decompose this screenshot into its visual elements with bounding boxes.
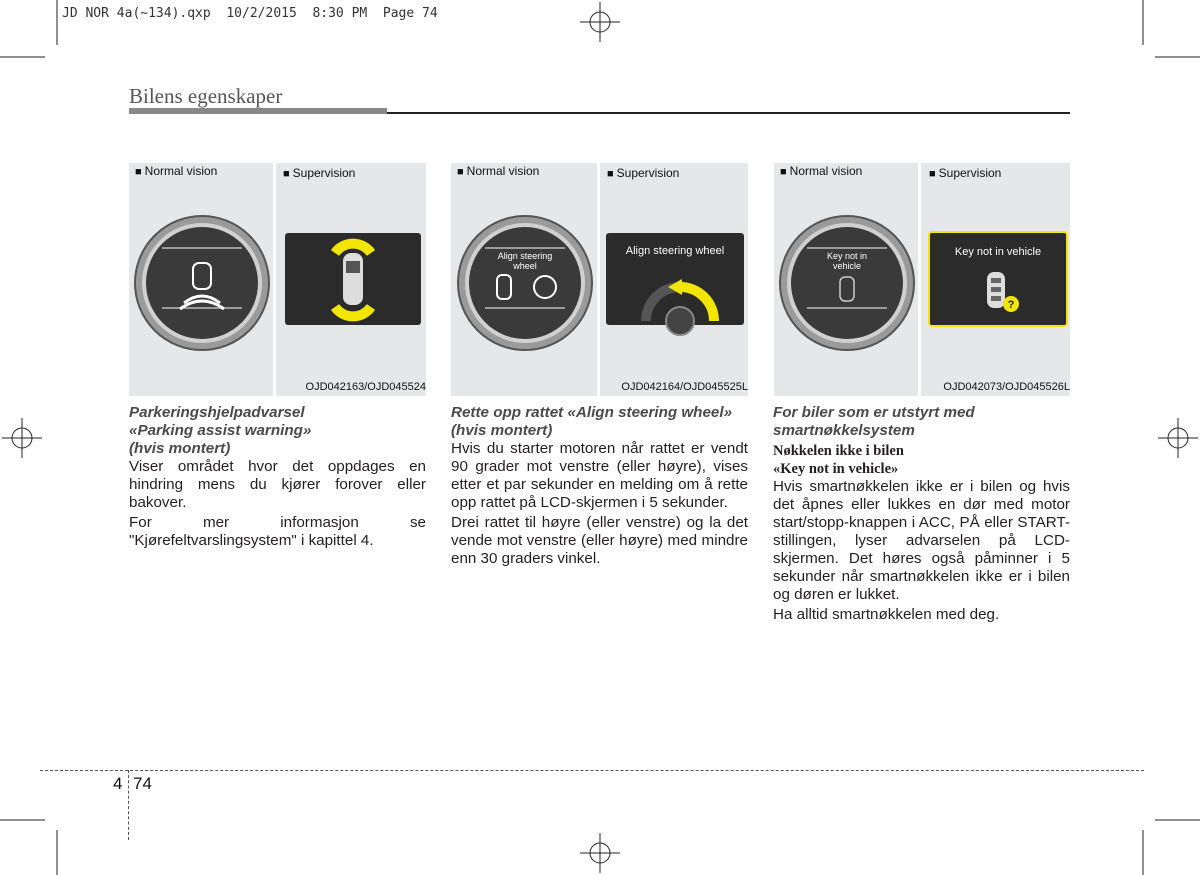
figure-panel-3 [774,163,1070,396]
subsection-heading: smartnøkkelsystem [773,422,915,439]
section-rule-thin [387,112,1070,114]
subsection-heading: (hvis montert) [129,440,231,457]
file-info-line: JD NOR 4a(~134).qxp 10/2/2015 8:30 PM Page 74 [62,6,438,21]
body-paragraph: Hvis smartnøkkelen ikke er i bilen og hvis det åpnes eller lukkes en dør med motor start/stopp-knappen i ACC, PÅ eller START-stillingen, lyser advarselen på LCD-skjermen. Det høres også påminner i 5 sekunder når smartnøkkelen ikke er i bilen og døren er lukket. [773,478,1070,603]
text-column-2 [451,404,748,568]
figure-code-2: OJD042164/OJD045525L [621,381,748,393]
section-title: Bilens egenskaper [129,84,283,108]
figure-panel-2 [451,163,748,396]
footer-dashed-rule [40,770,1144,771]
subsection-heading: «Parking assist warning» [129,422,312,439]
subsection-heading: Parkeringshjelpadvarsel [129,404,305,421]
cluster-gauge-key [777,213,917,353]
subsection-heading: For biler som er utstyrt med [773,404,975,421]
body-paragraph: Hvis du starter motoren når rattet er vendt 90 grader mot venstre (eller høyre), vises etter et par sekunder en melding om å rette opp rattet på LCD-skjermen i 5 sekunder. [451,440,748,511]
page-number: 74 [133,774,152,793]
cluster-gauge-parking [132,213,272,353]
body-paragraph: For mer informasjon se "Kjørefeltvarslingsystem" i kapittel 4. [129,514,426,549]
subsection-heading: Rette opp rattet «Align steering wheel» [451,404,733,421]
text-column-3 [773,404,1070,624]
cluster-message: Align steering wheel [497,251,553,271]
cluster-message: Key not in vehicle [826,251,868,271]
body-paragraph: Drei rattet til høyre (eller venstre) og la det vende mot venstre (eller høyre) med mindre enn 30 graders vinkel. [451,514,748,567]
panel-divider [273,163,276,396]
label-supervision: ■ Supervision [607,166,680,180]
footer-vertical-dash [128,770,129,840]
cluster-gauge-align [455,213,595,353]
svg-text:?: ? [1007,299,1015,311]
label-supervision: ■ Supervision [283,166,356,180]
subheading: «Key not in vehicle» [773,461,899,477]
lcd-parking-sensors [285,233,421,325]
label-normal-vision: ■ Normal vision [457,164,540,178]
chapter-number: 4 [113,774,123,793]
lcd-message: Align steering wheel [625,245,725,257]
figure-code-3: OJD042073/OJD045526L [943,381,1070,393]
label-supervision: ■ Supervision [929,166,1002,180]
body-paragraph: Viser området hvor det oppdages en hindring mens du kjører forover eller bakover. [129,458,426,511]
subsection-heading: (hvis montert) [451,422,553,439]
panel-divider [918,163,921,396]
section-rule-thick [129,108,387,114]
figure-panel-1 [129,163,426,396]
lcd-message: Key not in vehicle [954,246,1042,258]
label-normal-vision: ■ Normal vision [780,164,863,178]
panel-divider [597,163,600,396]
figure-code-1: OJD042163/OJD045524 [305,381,426,393]
label-normal-vision: ■ Normal vision [135,164,218,178]
body-paragraph: Ha alltid smartnøkkelen med deg. [773,606,1000,623]
subheading: Nøkkelen ikke i bilen [773,443,904,459]
text-column-1 [129,404,426,550]
